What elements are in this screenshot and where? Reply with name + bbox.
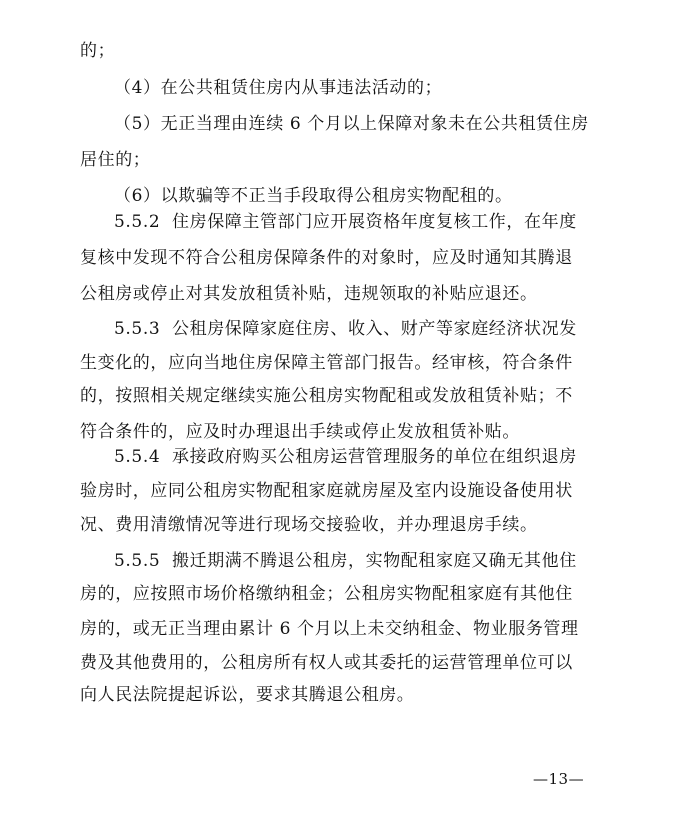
body-text-line: 况、费用清缴情况等进行现场交接验收，并办理退房手续。 bbox=[80, 515, 538, 535]
clause-5-5-4: 5.5.4 承接政府购买公租房运营管理服务的单位在组织退房 bbox=[114, 447, 577, 467]
body-text-line: 生变化的，应向当地住房保障主管部门报告。经审核，符合条件 bbox=[80, 353, 573, 373]
body-text-line: 的，按照相关规定继续实施公租房实物配租或发放租赁补贴；不 bbox=[80, 386, 573, 406]
body-text-line: 符合条件的，应及时办理退出手续或停止发放租赁补贴。 bbox=[80, 422, 520, 442]
list-item-6: （6）以欺骗等不正当手段取得公租房实物配租的。 bbox=[114, 186, 513, 206]
list-item-5: （5）无正当理由连续 6 个月以上保障对象未在公共租赁住房 bbox=[114, 114, 589, 134]
body-text-line: 房的，应按照市场价格缴纳租金；公租房实物配租家庭有其他住 bbox=[80, 584, 573, 604]
page-number: —13— bbox=[533, 770, 585, 788]
clause-number: 5.5.2 bbox=[114, 212, 161, 232]
clause-number: 5.5.5 bbox=[114, 551, 161, 571]
body-text-line: 复核中发现不符合公租房保障条件的对象时，应及时通知其腾退 bbox=[80, 248, 573, 268]
body-text-line: 的； bbox=[80, 41, 116, 61]
clause-5-5-3: 5.5.3 公租房保障家庭住房、收入、财产等家庭经济状况发 bbox=[114, 319, 577, 339]
body-text-line: 向人民法院提起诉讼，要求其腾退公租房。 bbox=[80, 685, 415, 705]
body-text-line: 居住的； bbox=[80, 150, 151, 170]
list-item-4: （4）在公共租赁住房内从事违法活动的； bbox=[114, 78, 443, 98]
clause-5-5-5: 5.5.5 搬迁期满不腾退公租房，实物配租家庭又确无其他住 bbox=[114, 551, 577, 571]
clause-number: 5.5.4 bbox=[114, 447, 161, 467]
body-text-line: 费及其他费用的，公租房所有权人或其委托的运营管理单位可以 bbox=[80, 653, 573, 673]
body-text-line: 公租房或停止对其发放租赁补贴，违规领取的补贴应退还。 bbox=[80, 284, 538, 304]
clause-5-5-2: 5.5.2 住房保障主管部门应开展资格年度复核工作，在年度 bbox=[114, 212, 577, 232]
clause-number: 5.5.3 bbox=[114, 319, 161, 339]
body-text-line: 房的，或无正当理由累计 6 个月以上未交纳租金、物业服务管理 bbox=[80, 619, 579, 639]
body-text-line: 验房时，应同公租房实物配租家庭就房屋及室内设施设备使用状 bbox=[80, 481, 573, 501]
